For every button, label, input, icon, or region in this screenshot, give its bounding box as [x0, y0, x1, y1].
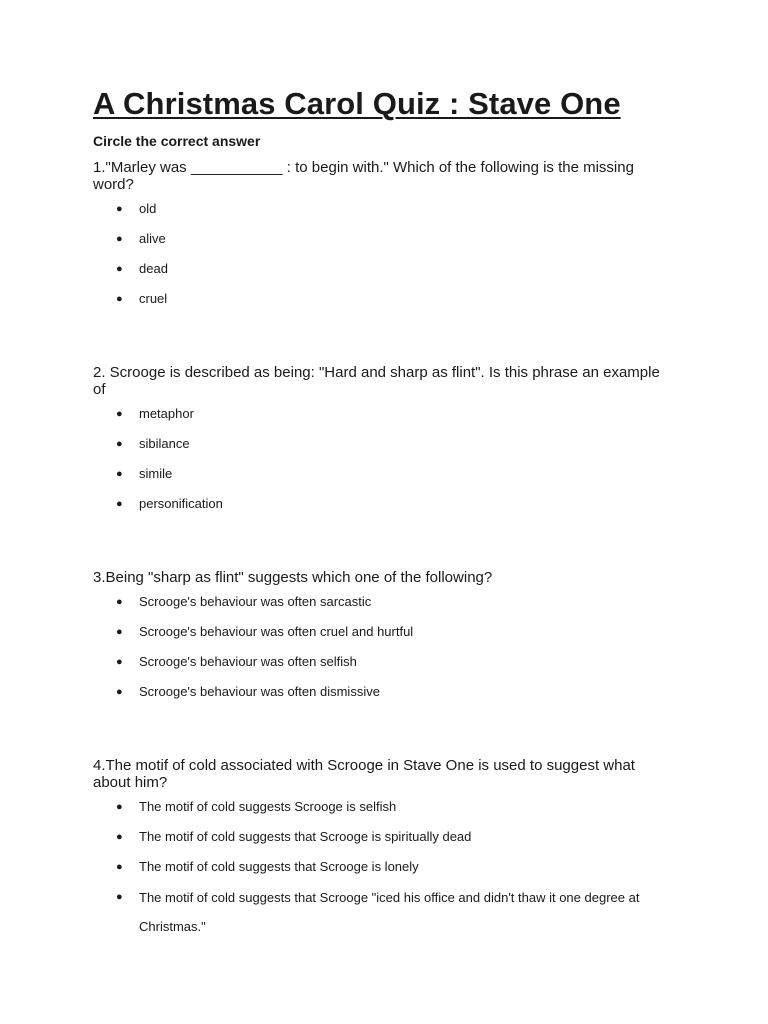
bullet-icon: ● [116, 626, 123, 638]
question-1-option-1[interactable] [93, 201, 673, 217]
option-label: The motif of cold suggests Scrooge is selfish [139, 799, 397, 814]
bullet-icon: ● [116, 891, 123, 903]
question-1-options [93, 201, 673, 307]
option-label: personification [139, 496, 223, 511]
bullet-icon: ● [116, 468, 123, 480]
question-4: 4.The motif of cold associated with Scrooge in Stave One is used to suggest what about him? [93, 757, 635, 791]
question-1-option-2[interactable] [93, 231, 673, 247]
bullet-icon: ● [116, 656, 123, 668]
question-3-option-4[interactable] [93, 684, 673, 700]
bullet-icon: ● [116, 861, 123, 873]
option-label: The motif of cold suggests that Scrooge is lonely [139, 859, 419, 874]
question-1: 1."Marley was ___________ : to begin with." Which of the following is the missing word? [93, 159, 634, 193]
question-2-option-1[interactable] [93, 406, 673, 422]
bullet-icon: ● [116, 596, 123, 608]
question-1-option-3[interactable] [93, 261, 673, 277]
bullet-icon: ● [116, 293, 123, 305]
option-label: Scrooge's behaviour was often selfish [139, 654, 357, 669]
bullet-icon: ● [116, 233, 123, 245]
option-label: Scrooge's behaviour was often sarcastic [139, 594, 372, 609]
option-label: old [139, 201, 157, 216]
option-label: dead [139, 261, 168, 276]
question-4-option-3[interactable] [93, 859, 673, 875]
bullet-icon: ● [116, 801, 123, 813]
option-label: metaphor [139, 406, 194, 421]
question-1-option-4[interactable] [93, 291, 673, 307]
bullet-icon: ● [116, 498, 123, 510]
bullet-icon: ● [116, 203, 123, 215]
question-3-option-1[interactable] [93, 594, 673, 610]
option-label: alive [139, 231, 166, 246]
bullet-icon: ● [116, 408, 123, 420]
question-2: 2. Scrooge is described as being: "Hard and sharp as flint". Is this phrase an example of [93, 364, 660, 398]
question-4-options [93, 799, 673, 941]
option-label: sibilance [139, 436, 190, 451]
quiz-document [93, 84, 673, 941]
question-4-option-2[interactable] [93, 829, 673, 845]
question-2-option-2[interactable] [93, 436, 673, 452]
question-2-options [93, 406, 673, 512]
question-4-option-4[interactable] [93, 883, 673, 941]
question-3: 3.Being "sharp as flint" suggests which one of the following? [93, 569, 493, 586]
bullet-icon: ● [116, 686, 123, 698]
option-label: simile [139, 466, 173, 481]
option-label: Scrooge's behaviour was often dismissive [139, 684, 380, 699]
question-3-options [93, 594, 673, 700]
instruction-text: Circle the correct answer [93, 133, 261, 149]
question-3-option-3[interactable] [93, 654, 673, 670]
question-2-option-3[interactable] [93, 466, 673, 482]
bullet-icon: ● [116, 831, 123, 843]
bullet-icon: ● [116, 438, 123, 450]
option-label: The motif of cold suggests that Scrooge "iced his office and didn't thaw it one degree at Christmas." [139, 890, 640, 934]
page-title: A Christmas Carol Quiz : Stave One [93, 86, 621, 121]
question-3-option-2[interactable] [93, 624, 673, 640]
bullet-icon: ● [116, 263, 123, 275]
option-label: cruel [139, 291, 168, 306]
question-2-option-4[interactable] [93, 496, 673, 512]
option-label: The motif of cold suggests that Scrooge is spiritually dead [139, 829, 472, 844]
question-4-option-1[interactable] [93, 799, 673, 815]
option-label: Scrooge's behaviour was often cruel and hurtful [139, 624, 414, 639]
